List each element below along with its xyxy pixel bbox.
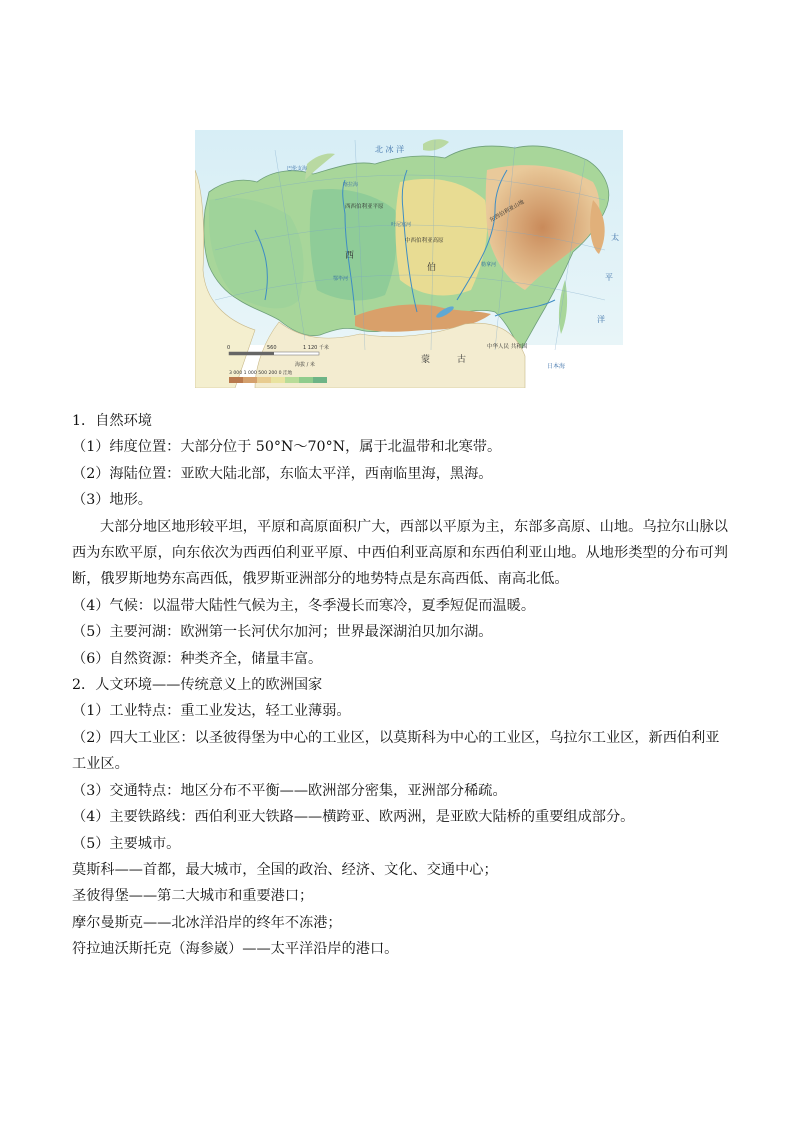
item-climate: （4）气候：以温带大陆性气候为主，冬季漫长而寒冷，夏季短促而温暖。	[72, 597, 536, 614]
item-industrial-zones: （2）四大工业区：以圣彼得堡为中心的工业区，以莫斯科为中心的工业区，乌拉尔工业区，新西伯利亚工业区。	[72, 729, 720, 773]
item-transport: （3）交通特点：地区分布不平衡——欧洲部分密集，亚洲部分稀疏。	[72, 782, 507, 799]
label-yenisei: 叶尼塞河	[391, 222, 412, 228]
section-heading-human: 2．人文环境——传统意义上的欧洲国家	[72, 677, 323, 694]
item-rivers-lakes: （5）主要河湖：欧洲第一长河伏尔加河；世界最深湖泊贝加尔湖。	[72, 624, 493, 641]
label-mongolia: 蒙	[421, 355, 431, 365]
item-industry: （1）工业特点：重工业发达，轻工业薄弱。	[72, 703, 351, 720]
scale-label-560: 560	[267, 345, 277, 351]
label-pacific-2: 平	[605, 273, 613, 282]
scale-label-1120: 1 120 千米	[303, 345, 329, 351]
city-st-petersburg: 圣彼得堡——第二大城市和重要港口；	[72, 888, 314, 905]
label-west-bo: 伯	[427, 263, 437, 273]
label-arctic-ocean: 北 冰 洋	[375, 145, 405, 154]
legend-values: 3 000 1 000 500 200 0 洼地	[229, 371, 293, 376]
label-west: 西	[345, 251, 355, 261]
item-sea-land: （2）海陆位置：亚欧大陆北部，东临太平洋，西南临里海，黑海。	[72, 465, 493, 482]
label-central-plateau: 中西伯利亚高原	[405, 238, 444, 244]
russia-topographic-map	[195, 130, 623, 388]
label-pacific-1: 太	[611, 233, 619, 242]
item-resources: （6）自然资源：种类齐全，储量丰富。	[72, 650, 323, 667]
item-terrain: （3）地形。	[72, 492, 152, 509]
section-heading-natural: 1．自然环境	[72, 413, 152, 429]
map-svg	[195, 130, 623, 388]
label-china: 中华人民 共和国	[487, 344, 528, 350]
terrain-paragraph: 大部分地区地形较平坦，平原和高原面积广大，西部以平原为主，东部多高原、山地。乌拉尔山脉以西为东欧平原，向东依次为西西伯利亚平原、中西伯利亚高原和东西伯利亚山地。从地形类型的分布可判断，俄罗斯地势东高西低，俄罗斯亚洲部分的地势特点是东高西低、南高北低。	[72, 518, 728, 588]
item-cities: （5）主要城市。	[72, 835, 181, 852]
label-japan-sea: 日本海	[547, 363, 566, 370]
item-railway: （4）主要铁路线：西伯利亚大铁路——横跨亚、欧两洲，是亚欧大陆桥的重要组成部分。	[72, 809, 635, 826]
label-east-mountains: 东西伯利亚山地	[489, 199, 526, 224]
label-gu: 古	[457, 355, 467, 365]
legend-title: 海拔 / 米	[295, 362, 315, 368]
item-latitude: （1）纬度位置：大部分位于 50°N～70°N，属于北温带和北寒带。	[72, 439, 502, 456]
label-kara-sea: 喀拉海	[343, 182, 359, 188]
document-body	[72, 408, 728, 963]
label-ob: 鄂毕河	[333, 276, 349, 282]
city-murmansk: 摩尔曼斯克——北冰洋沿岸的终年不冻港；	[72, 914, 342, 931]
label-lena: 勒拿河	[481, 262, 497, 268]
label-pacific-3: 洋	[597, 315, 605, 324]
label-west-siberian-plain: 西西伯利亚平原	[345, 204, 384, 210]
label-barents-sea: 巴伦支海	[287, 166, 308, 172]
city-vladivostok: 符拉迪沃斯托克（海参崴）——太平洋沿岸的港口。	[72, 941, 399, 958]
scale-label-0: 0	[227, 345, 231, 351]
city-moscow: 莫斯科——首都，最大城市，全国的政治、经济、文化、交通中心；	[72, 861, 498, 878]
